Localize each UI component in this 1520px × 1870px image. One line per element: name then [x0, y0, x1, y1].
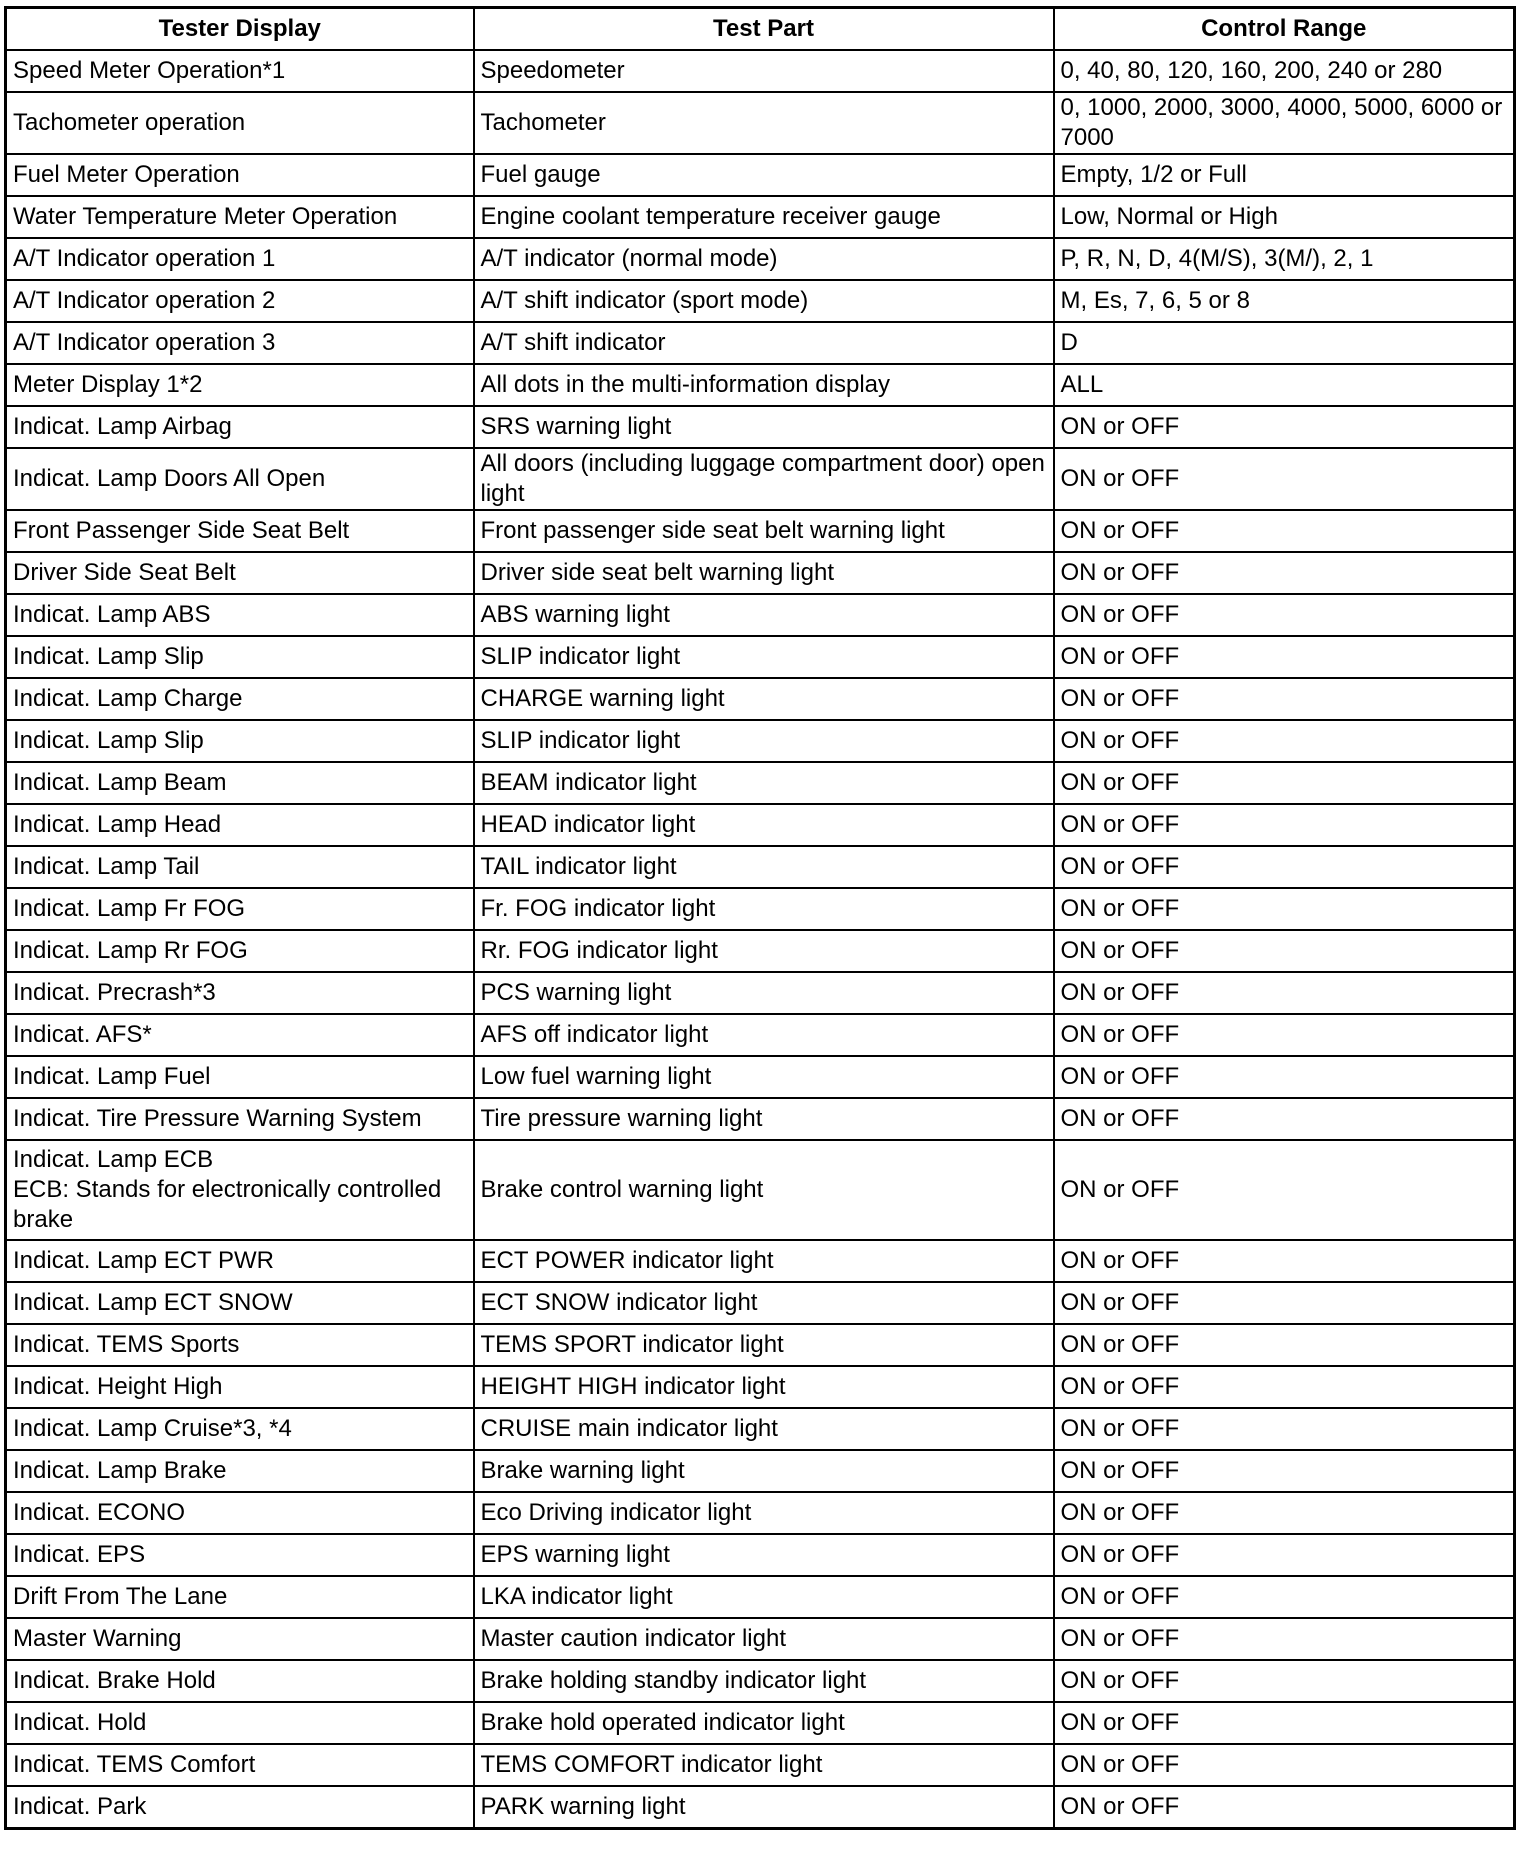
test-part-cell: Fr. FOG indicator light — [474, 888, 1054, 930]
control-range-cell: ALL — [1054, 364, 1515, 406]
control-range-cell: ON or OFF — [1054, 888, 1515, 930]
tester-display-cell: Indicat. Lamp Fr FOG — [6, 888, 474, 930]
tester-display-cell: Indicat. Lamp Slip — [6, 636, 474, 678]
header-tester-display: Tester Display — [6, 8, 474, 51]
test-part-cell: All dots in the multi-information display — [474, 364, 1054, 406]
test-part-cell: ECT POWER indicator light — [474, 1240, 1054, 1282]
table-row — [6, 552, 1515, 594]
table-row — [6, 930, 1515, 972]
test-part-cell: Speedometer — [474, 50, 1054, 92]
table-row — [6, 636, 1515, 678]
table-row — [6, 1576, 1515, 1618]
tester-display-cell: A/T Indicator operation 2 — [6, 280, 474, 322]
test-part-cell: TEMS COMFORT indicator light — [474, 1744, 1054, 1786]
control-range-cell: ON or OFF — [1054, 1014, 1515, 1056]
table-row — [6, 804, 1515, 846]
control-range-cell: ON or OFF — [1054, 1366, 1515, 1408]
test-part-cell: TEMS SPORT indicator light — [474, 1324, 1054, 1366]
table-row — [6, 972, 1515, 1014]
tester-display-cell: Indicat. Lamp Beam — [6, 762, 474, 804]
control-range-cell: ON or OFF — [1054, 1492, 1515, 1534]
table-row — [6, 1408, 1515, 1450]
test-part-cell: TAIL indicator light — [474, 846, 1054, 888]
test-part-cell: HEAD indicator light — [474, 804, 1054, 846]
tester-display-cell: Indicat. Lamp Fuel — [6, 1056, 474, 1098]
test-part-cell: Brake holding standby indicator light — [474, 1660, 1054, 1702]
tester-display-cell: Water Temperature Meter Operation — [6, 196, 474, 238]
table-row — [6, 1282, 1515, 1324]
test-part-cell: Driver side seat belt warning light — [474, 552, 1054, 594]
test-part-cell: Front passenger side seat belt warning light — [474, 510, 1054, 552]
table-row — [6, 1660, 1515, 1702]
table-row — [6, 594, 1515, 636]
test-part-cell: PARK warning light — [474, 1786, 1054, 1829]
table-row — [6, 280, 1515, 322]
test-part-cell: Master caution indicator light — [474, 1618, 1054, 1660]
test-part-cell: AFS off indicator light — [474, 1014, 1054, 1056]
table-row — [6, 1140, 1515, 1240]
test-part-cell: HEIGHT HIGH indicator light — [474, 1366, 1054, 1408]
tester-display-cell: Indicat. Lamp Rr FOG — [6, 930, 474, 972]
test-part-cell: CHARGE warning light — [474, 678, 1054, 720]
control-range-cell: ON or OFF — [1054, 510, 1515, 552]
cell-line: Indicat. Lamp ECB — [13, 1146, 214, 1173]
header-control-range: Control Range — [1054, 8, 1515, 51]
control-range-cell: ON or OFF — [1054, 594, 1515, 636]
tester-display-cell: Indicat. Lamp Head — [6, 804, 474, 846]
tester-display-cell: Master Warning — [6, 1618, 474, 1660]
table-row — [6, 720, 1515, 762]
test-part-cell: BEAM indicator light — [474, 762, 1054, 804]
control-range-cell: ON or OFF — [1054, 1408, 1515, 1450]
tester-display-cell: A/T Indicator operation 3 — [6, 322, 474, 364]
tester-display-cell: Indicat. Lamp Doors All Open — [6, 448, 474, 510]
tester-display-cell: Indicat. TEMS Sports — [6, 1324, 474, 1366]
control-range-cell: ON or OFF — [1054, 1576, 1515, 1618]
tester-display-cell: Indicat. Brake Hold — [6, 1660, 474, 1702]
test-part-cell: LKA indicator light — [474, 1576, 1054, 1618]
control-range-cell: ON or OFF — [1054, 678, 1515, 720]
tester-display-cell: Indicat. Lamp Slip — [6, 720, 474, 762]
control-range-cell: ON or OFF — [1054, 1618, 1515, 1660]
control-range-cell: Low, Normal or High — [1054, 196, 1515, 238]
table-row — [6, 1098, 1515, 1140]
table-row — [6, 846, 1515, 888]
test-part-cell: EPS warning light — [474, 1534, 1054, 1576]
table-row — [6, 196, 1515, 238]
control-range-cell: ON or OFF — [1054, 972, 1515, 1014]
control-range-cell: ON or OFF — [1054, 1450, 1515, 1492]
table-row — [6, 678, 1515, 720]
tester-display-cell: A/T Indicator operation 1 — [6, 238, 474, 280]
control-range-cell: P, R, N, D, 4(M/S), 3(M/), 2, 1 — [1054, 238, 1515, 280]
test-part-cell: Brake hold operated indicator light — [474, 1702, 1054, 1744]
test-part-cell: ABS warning light — [474, 594, 1054, 636]
active-test-table-container — [4, 6, 1513, 1830]
control-range-cell: ON or OFF — [1054, 552, 1515, 594]
tester-display-cell: Indicat. Height High — [6, 1366, 474, 1408]
table-row — [6, 1534, 1515, 1576]
table-body — [6, 50, 1515, 1829]
tester-display-cell: Indicat. Lamp ABS — [6, 594, 474, 636]
table-row — [6, 1450, 1515, 1492]
tester-display-cell: Speed Meter Operation*1 — [6, 50, 474, 92]
tester-display-cell: Indicat. Lamp Brake — [6, 1450, 474, 1492]
test-part-cell: A/T indicator (normal mode) — [474, 238, 1054, 280]
test-part-cell: ECT SNOW indicator light — [474, 1282, 1054, 1324]
header-row — [6, 8, 1515, 51]
tester-display-cell: Indicat. Lamp Charge — [6, 678, 474, 720]
table-row — [6, 762, 1515, 804]
test-part-cell: A/T shift indicator (sport mode) — [474, 280, 1054, 322]
test-part-cell: PCS warning light — [474, 972, 1054, 1014]
test-part-cell: Engine coolant temperature receiver gauge — [474, 196, 1054, 238]
table-row — [6, 92, 1515, 154]
tester-display-cell: Indicat. Tire Pressure Warning System — [6, 1098, 474, 1140]
tester-display-cell: Tachometer operation — [6, 92, 474, 154]
control-range-cell: ON or OFF — [1054, 1324, 1515, 1366]
table-row — [6, 1324, 1515, 1366]
control-range-cell: ON or OFF — [1054, 804, 1515, 846]
tester-display-cell: Indicat. ECONO — [6, 1492, 474, 1534]
test-part-cell: A/T shift indicator — [474, 322, 1054, 364]
control-range-cell: ON or OFF — [1054, 448, 1515, 510]
table-row — [6, 238, 1515, 280]
test-part-cell: Low fuel warning light — [474, 1056, 1054, 1098]
tester-display-cell: Indicat. Lamp Airbag — [6, 406, 474, 448]
control-range-cell: ON or OFF — [1054, 846, 1515, 888]
tester-display-cell: Indicat. Lamp ECT PWR — [6, 1240, 474, 1282]
tester-display-cell: Drift From The Lane — [6, 1576, 474, 1618]
test-part-cell: SLIP indicator light — [474, 720, 1054, 762]
control-range-cell: ON or OFF — [1054, 930, 1515, 972]
tester-display-cell: Indicat. TEMS Comfort — [6, 1744, 474, 1786]
table-row — [6, 888, 1515, 930]
control-range-cell: M, Es, 7, 6, 5 or 8 — [1054, 280, 1515, 322]
table-row — [6, 1240, 1515, 1282]
control-range-cell: ON or OFF — [1054, 406, 1515, 448]
tester-display-cell: Indicat. Precrash*3 — [6, 972, 474, 1014]
control-range-cell: ON or OFF — [1054, 762, 1515, 804]
test-part-cell: Brake control warning light — [474, 1140, 1054, 1240]
control-range-cell: Empty, 1/2 or Full — [1054, 154, 1515, 196]
control-range-cell: ON or OFF — [1054, 1282, 1515, 1324]
tester-display-cell: Fuel Meter Operation — [6, 154, 474, 196]
test-part-cell: Rr. FOG indicator light — [474, 930, 1054, 972]
table-row — [6, 1618, 1515, 1660]
table-row — [6, 322, 1515, 364]
control-range-cell: ON or OFF — [1054, 1660, 1515, 1702]
test-part-cell: Brake warning light — [474, 1450, 1054, 1492]
table-row — [6, 154, 1515, 196]
test-part-cell: SRS warning light — [474, 406, 1054, 448]
control-range-cell: ON or OFF — [1054, 1240, 1515, 1282]
table-row — [6, 364, 1515, 406]
control-range-cell: ON or OFF — [1054, 1534, 1515, 1576]
table-row — [6, 1702, 1515, 1744]
control-range-cell: 0, 40, 80, 120, 160, 200, 240 or 280 — [1054, 50, 1515, 92]
control-range-cell: ON or OFF — [1054, 1056, 1515, 1098]
active-test-table — [4, 6, 1516, 1830]
table-row — [6, 1366, 1515, 1408]
tester-display-cell: Indicat. Lamp ECT SNOW — [6, 1282, 474, 1324]
tester-display-cell: Indicat. EPS — [6, 1534, 474, 1576]
test-part-cell: Eco Driving indicator light — [474, 1492, 1054, 1534]
tester-display-cell: Indicat. Lamp Tail — [6, 846, 474, 888]
table-row — [6, 448, 1515, 510]
tester-display-cell: Indicat. Lamp Cruise*3, *4 — [6, 1408, 474, 1450]
table-row — [6, 510, 1515, 552]
table-row — [6, 50, 1515, 92]
control-range-cell: ON or OFF — [1054, 1098, 1515, 1140]
table-row — [6, 406, 1515, 448]
cell-line: ECB: Stands for electronically controlled brake — [13, 1176, 442, 1233]
test-part-cell: Tire pressure warning light — [474, 1098, 1054, 1140]
test-part-cell: SLIP indicator light — [474, 636, 1054, 678]
tester-display-cell: Indicat. AFS* — [6, 1014, 474, 1056]
control-range-cell: ON or OFF — [1054, 1744, 1515, 1786]
control-range-cell: ON or OFF — [1054, 1702, 1515, 1744]
table-row — [6, 1014, 1515, 1056]
control-range-cell: ON or OFF — [1054, 1140, 1515, 1240]
test-part-cell: Fuel gauge — [474, 154, 1054, 196]
control-range-cell: ON or OFF — [1054, 720, 1515, 762]
control-range-cell: ON or OFF — [1054, 636, 1515, 678]
tester-display-cell: Meter Display 1*2 — [6, 364, 474, 406]
table-row — [6, 1744, 1515, 1786]
test-part-cell: All doors (including luggage compartment door) open light — [474, 448, 1054, 510]
control-range-cell: ON or OFF — [1054, 1786, 1515, 1829]
tester-display-cell: Indicat. Hold — [6, 1702, 474, 1744]
tester-display-cell: Indicat. Park — [6, 1786, 474, 1829]
table-row — [6, 1786, 1515, 1829]
tester-display-cell: Front Passenger Side Seat Belt — [6, 510, 474, 552]
tester-display-cell — [6, 1140, 474, 1240]
control-range-cell: D — [1054, 322, 1515, 364]
table-row — [6, 1492, 1515, 1534]
tester-display-cell: Driver Side Seat Belt — [6, 552, 474, 594]
test-part-cell: CRUISE main indicator light — [474, 1408, 1054, 1450]
header-test-part: Test Part — [474, 8, 1054, 51]
control-range-cell: 0, 1000, 2000, 3000, 4000, 5000, 6000 or 7000 — [1054, 92, 1515, 154]
table-row — [6, 1056, 1515, 1098]
test-part-cell: Tachometer — [474, 92, 1054, 154]
